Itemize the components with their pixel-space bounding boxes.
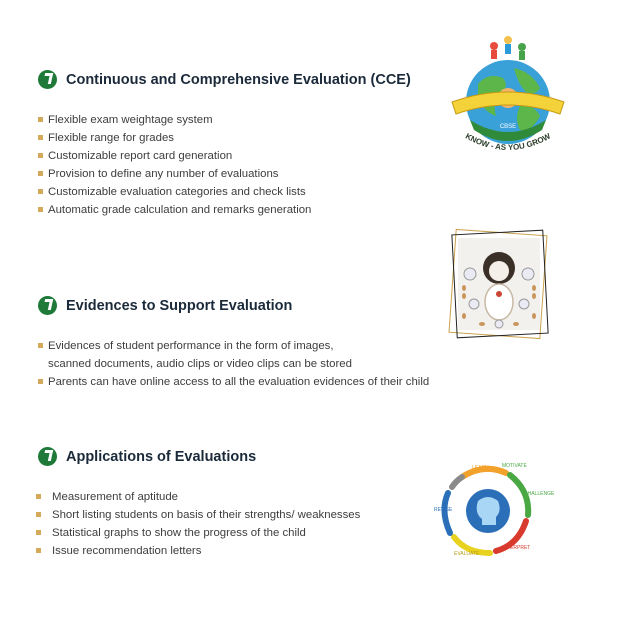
bullet-square-icon <box>38 135 43 140</box>
bullet-square-icon <box>38 117 43 122</box>
cycle-label: EVALUATE <box>454 551 480 557</box>
section-heading: Evidences to Support Evaluation <box>66 297 293 314</box>
bullet-square-icon <box>38 207 43 212</box>
globe-logo <box>448 32 568 162</box>
bullet-square-icon <box>36 548 41 553</box>
flower-figure-icon <box>458 238 540 330</box>
list-item: Customizable evaluation categories and check lists <box>38 183 311 201</box>
bullet-square-icon <box>38 379 43 384</box>
list-item: Measurement of aptitude <box>36 488 360 506</box>
cycle-label: MOTIVATE <box>502 463 527 469</box>
section-check-icon <box>38 447 57 466</box>
list-item-continuation: scanned documents, audio clips or video clips can be stored <box>48 358 352 370</box>
bullet-square-icon <box>38 153 43 158</box>
list-item: Evidences of student performance in the form of images, <box>38 337 429 355</box>
section-title-applications <box>38 447 256 466</box>
section-heading: Applications of Evaluations <box>66 448 257 465</box>
section-title-cce <box>38 70 411 89</box>
list-item: Short listing students on basis of their strengths/ weaknesses <box>36 506 360 524</box>
badge-text: CBSE <box>499 124 517 130</box>
bullet-square-icon <box>38 343 43 348</box>
bullet-square-icon <box>36 494 41 499</box>
cycle-label: REVISE <box>434 507 453 513</box>
bullet-square-icon <box>36 530 41 535</box>
bullet-square-icon <box>36 512 41 517</box>
section-check-icon <box>38 296 57 315</box>
bullet-square-icon <box>38 171 43 176</box>
cycle-label: INTERPRET <box>502 545 531 551</box>
bullet-square-icon <box>38 189 43 194</box>
cce-feature-list <box>38 111 311 219</box>
cycle-arrows-icon <box>432 455 555 567</box>
list-item: Customizable report card generation <box>38 147 311 165</box>
cycle-label: CHALLENGE <box>524 491 555 497</box>
evaluation-cycle-graphic <box>432 455 555 567</box>
framed-artwork <box>448 228 550 340</box>
section-heading: Continuous and Comprehensive Evaluation (CCE) <box>66 71 411 88</box>
motto-text: KNOW - AS YOU GROW <box>463 131 553 153</box>
evidence-feature-list <box>38 337 429 391</box>
cycle-label: LEARN <box>472 465 489 471</box>
list-item: Statistical graphs to show the progress of the child <box>36 524 360 542</box>
list-item: Flexible exam weightage system <box>38 111 311 129</box>
list-item: Automatic grade calculation and remarks generation <box>38 201 311 219</box>
artwork-image <box>458 238 540 330</box>
globe-logo-icon <box>448 32 568 162</box>
applications-list <box>36 488 360 560</box>
section-title-evidences <box>38 296 292 315</box>
list-item: Issue recommendation letters <box>36 542 360 560</box>
list-item: Provision to define any number of evaluations <box>38 165 311 183</box>
section-check-icon <box>38 70 57 89</box>
list-item: Flexible range for grades <box>38 129 311 147</box>
list-item: Parents can have online access to all the evaluation evidences of their child <box>38 373 429 391</box>
